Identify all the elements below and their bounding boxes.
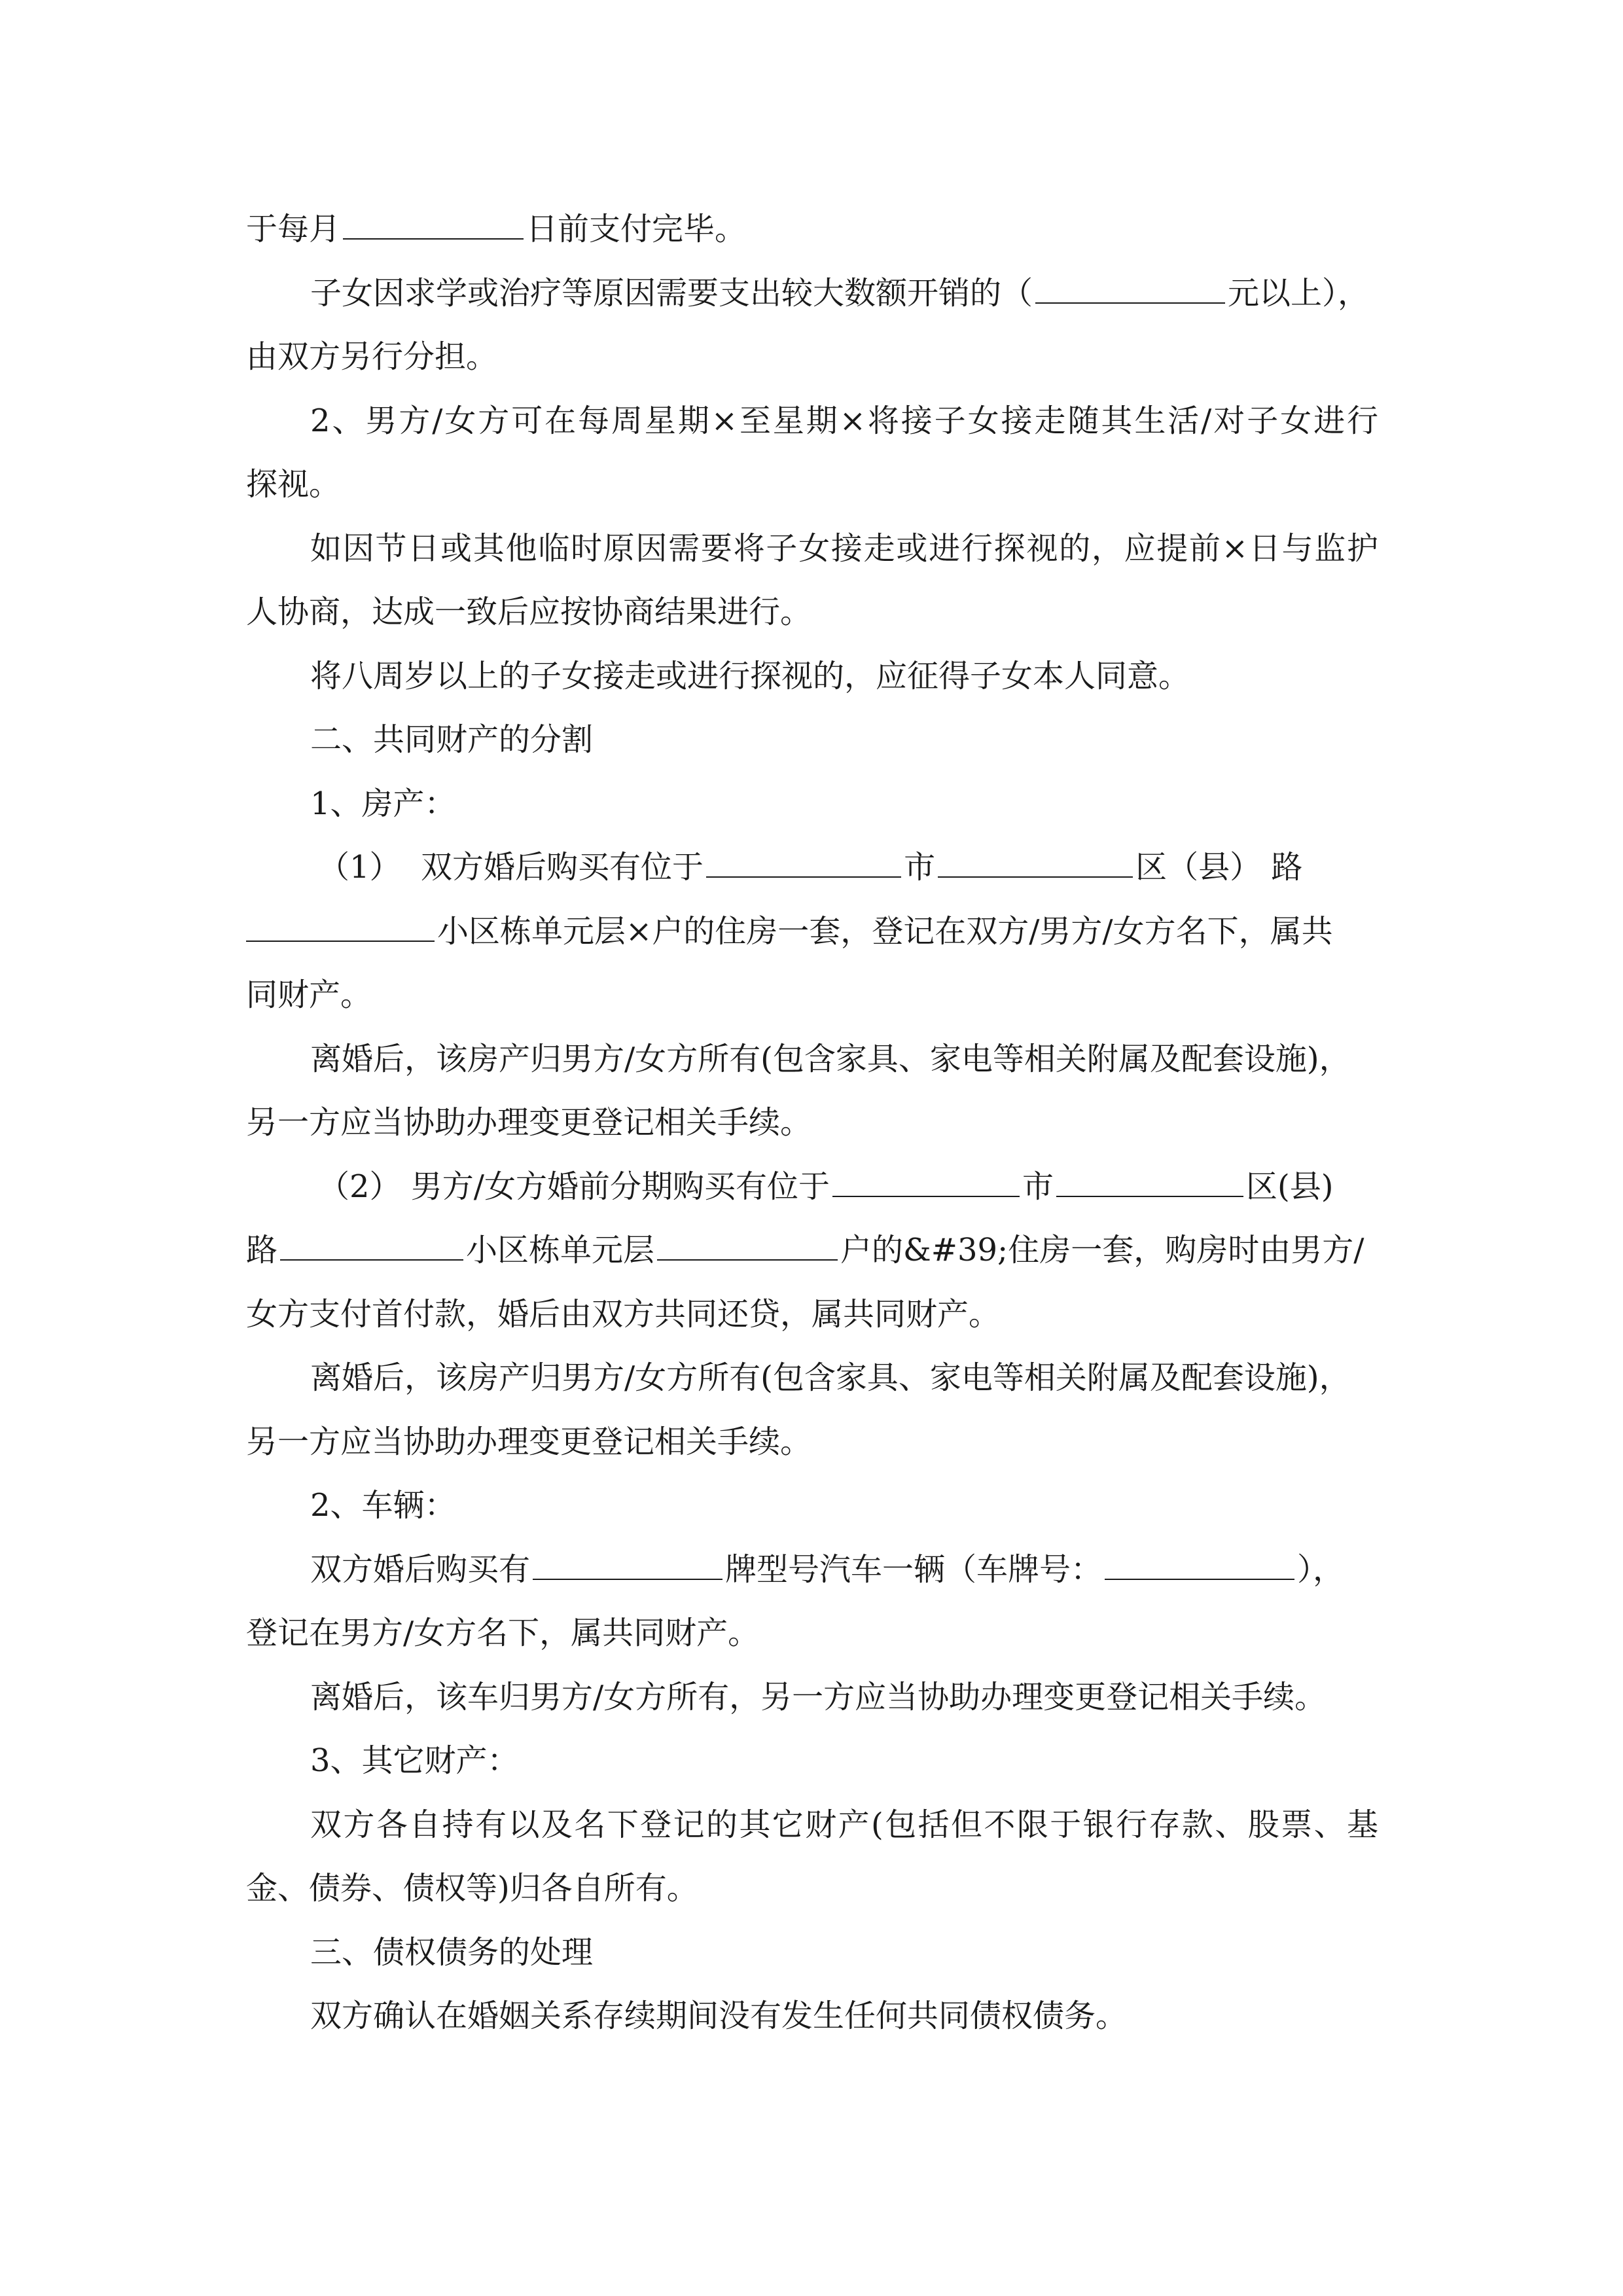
paragraph-line: 离婚后，该车归男方/女方所有，另一方应当协助办理变更登记相关手续。 (310, 1678, 1327, 1715)
text-segment: 牌型号汽车一辆（车牌号： (725, 1551, 1103, 1588)
fill-in-blank (1056, 1172, 1243, 1197)
paragraph-line (246, 262, 1378, 326)
subsection-heading: 2、车辆： (310, 1487, 456, 1524)
paragraph-line: 女方支付首付款，婚后由双方共同还贷，属共同财产。 (246, 1295, 1001, 1333)
fill-in-blank (706, 853, 901, 878)
paragraph-line: 人协商，达成一致后应按协商结果进行。 (246, 594, 812, 630)
paragraph-line (246, 836, 1378, 900)
paragraph-line: 探视。 (246, 466, 341, 503)
text-segment: 市 (1022, 1168, 1054, 1205)
paragraph-line (246, 198, 1378, 262)
text-segment: （1） 双方婚后购买有位于 (318, 849, 704, 886)
paragraph-line: 由双方另行分担。 (246, 338, 498, 375)
fill-in-blank (657, 1236, 838, 1261)
text-segment: 元以上）， (1228, 274, 1370, 312)
paragraph-line: 2、男方/女方可在每周星期×至星期×将接子女接走随其生活/对子女进行 (310, 402, 1378, 439)
text-segment: （2） 男方/女方婚前分期购买有位于 (318, 1168, 830, 1205)
paragraph-line (246, 1155, 1378, 1219)
paragraph-line: 登记在男方/女方名下，属共同财产。 (246, 1615, 760, 1651)
subsection-heading: 3、其它财产： (310, 1742, 519, 1779)
text-segment: ）， (1297, 1551, 1345, 1588)
text-segment: 于每月 (246, 211, 341, 247)
fill-in-blank (1105, 1555, 1294, 1580)
paragraph-line: 离婚后，该房产归男方/女方所有(包含家具、家电等相关附属及配套设施)， (310, 1040, 1351, 1077)
paragraph-line (246, 900, 1378, 964)
fill-in-blank (1035, 279, 1225, 304)
paragraph-line: 离婚后，该房产归男方/女方所有(包含家具、家电等相关附属及配套设施)， (310, 1359, 1351, 1396)
fill-in-blank (832, 1172, 1020, 1197)
document-body (246, 198, 1378, 2049)
text-segment: 路 (246, 1232, 278, 1268)
paragraph-line: 金、债券、债权等)归各自所有。 (246, 1870, 698, 1907)
fill-in-blank (533, 1555, 722, 1580)
fill-in-blank (280, 1236, 463, 1261)
text-segment: 区(县) (1246, 1168, 1334, 1205)
paragraph-line: 将八周岁以上的子女接走或进行探视的，应征得子女本人同意。 (310, 657, 1190, 694)
section-heading: 三、债权债务的处理 (310, 1933, 594, 1971)
paragraph-line: 另一方应当协助办理变更登记相关手续。 (246, 1104, 812, 1141)
subsection-heading: 1、房产： (310, 785, 456, 822)
paragraph-line: 另一方应当协助办理变更登记相关手续。 (246, 1423, 812, 1460)
text-segment: 市 (904, 849, 936, 886)
paragraph-line (246, 1219, 1378, 1283)
text-segment: 户的&#39;住房一套，购房时由男方/ (840, 1232, 1364, 1268)
fill-in-blank (938, 853, 1133, 878)
text-segment: 小区栋单元层×户的住房一套，登记在双方/男方/女方名下，属共 (437, 912, 1333, 950)
fill-in-blank (343, 215, 524, 240)
paragraph-line: 同财产。 (246, 977, 372, 1013)
paragraph-line: 如因节日或其他临时原因需要将子女接走或进行探视的，应提前×日与监护 (310, 529, 1378, 567)
text-segment: 双方婚后购买有 (310, 1551, 531, 1588)
text-segment: 小区栋单元层 (466, 1232, 655, 1268)
paragraph-line: 双方各自持有以及名下登记的其它财产(包括但不限于银行存款、股票、基 (310, 1806, 1378, 1843)
fill-in-blank (246, 917, 435, 942)
text-segment: 子女因求学或治疗等原因需要支出较大数额开销的（ (310, 274, 1033, 312)
text-segment: 日前支付完毕。 (526, 211, 747, 247)
paragraph-line: 双方确认在婚姻关系存续期间没有发生任何共同债权债务。 (310, 1998, 1128, 2034)
section-heading: 二、共同财产的分割 (310, 721, 594, 758)
paragraph-line (246, 1538, 1378, 1602)
text-segment: 区（县） 路 (1135, 849, 1303, 886)
